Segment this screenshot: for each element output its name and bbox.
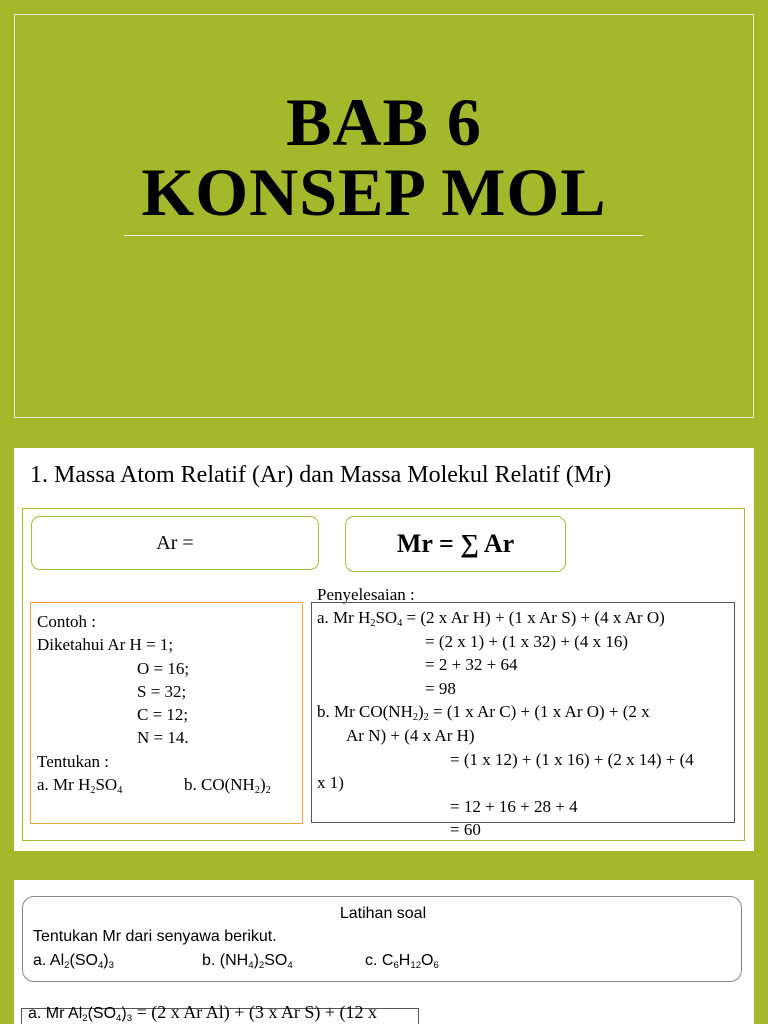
exercise-option-c: c. $C_6H_{12}O_6$ [365,952,439,971]
ar-formula-box [31,516,319,570]
given-h: Diketahui Ar H = 1; [37,635,174,655]
solution-b-line3: = (1 x 12) + (1 x 16) + (2 x 14) + (4 [450,749,694,769]
example-label: Contoh : [37,612,97,631]
task-b: b. $CO(NH_2)_2$ [184,775,271,797]
answer-line: a. Mr $Al_2(SO_4)_3 = (2$ x Ar Al) + (3 x Ar S) + (12 x [28,1002,378,1024]
mr-formula-text: Mr = ∑ Ar [396,529,515,558]
task-items [37,773,302,796]
example-box [30,602,303,824]
solution-a-line3: = 2 + 32 + 64 [425,655,518,675]
given-s: S = 32; [137,681,187,701]
solution-b-line2: Ar N) + (4 x Ar H) [346,725,475,745]
chapter-title: KONSEP MOL [141,154,607,230]
exercise-title: Latihan soal [339,905,427,922]
solution-b-line5: = 12 + 16 + 28 + 4 [450,796,578,816]
slide-exercise [14,880,754,1024]
solution-a-line2: = (2 x 1) + (1 x 32) + (4 x 16) [425,631,628,651]
given-o: O = 16; [137,658,190,678]
solution-text [317,606,737,842]
solution-b-line4: x 1) [317,773,344,793]
ar-formula-text: Ar = [156,531,194,554]
solution-a-line1: a. Mr $H_2SO_4 = (2$ x Ar H) + (1 x Ar S) + (4 x Ar O) [317,608,665,630]
exercise-option-a: a. $Al_2(SO_4)_3$ [33,952,114,971]
title-divider [124,235,643,236]
solution-b-line6: = 60 [450,820,481,840]
slide-mass-relative [14,448,754,851]
task-label: Tentukan : [37,751,109,771]
exercise-question: Tentukan Mr dari senyawa berikut. [33,928,277,945]
chapter-number-title: BAB 6 [286,84,482,160]
given-n: N = 14. [137,728,189,748]
solution-label: Penyelesaian : [317,585,415,604]
section-heading: 1. Massa Atom Relatif (Ar) dan Massa Molekul Relatif (Mr) [30,462,612,488]
solution-a-line4: = 98 [425,678,456,698]
exercise-option-b: b. $(NH_4)_2SO_4$ [202,952,293,971]
solution-b-line1: b. Mr $CO(NH_2)_2 = (1$ x Ar C) + (1 x Ar O) + (2 x [317,702,650,724]
given-c: C = 12; [137,705,189,725]
mr-formula-box [345,516,566,572]
task-a: a. Mr $H_2SO_4$ [37,775,123,797]
